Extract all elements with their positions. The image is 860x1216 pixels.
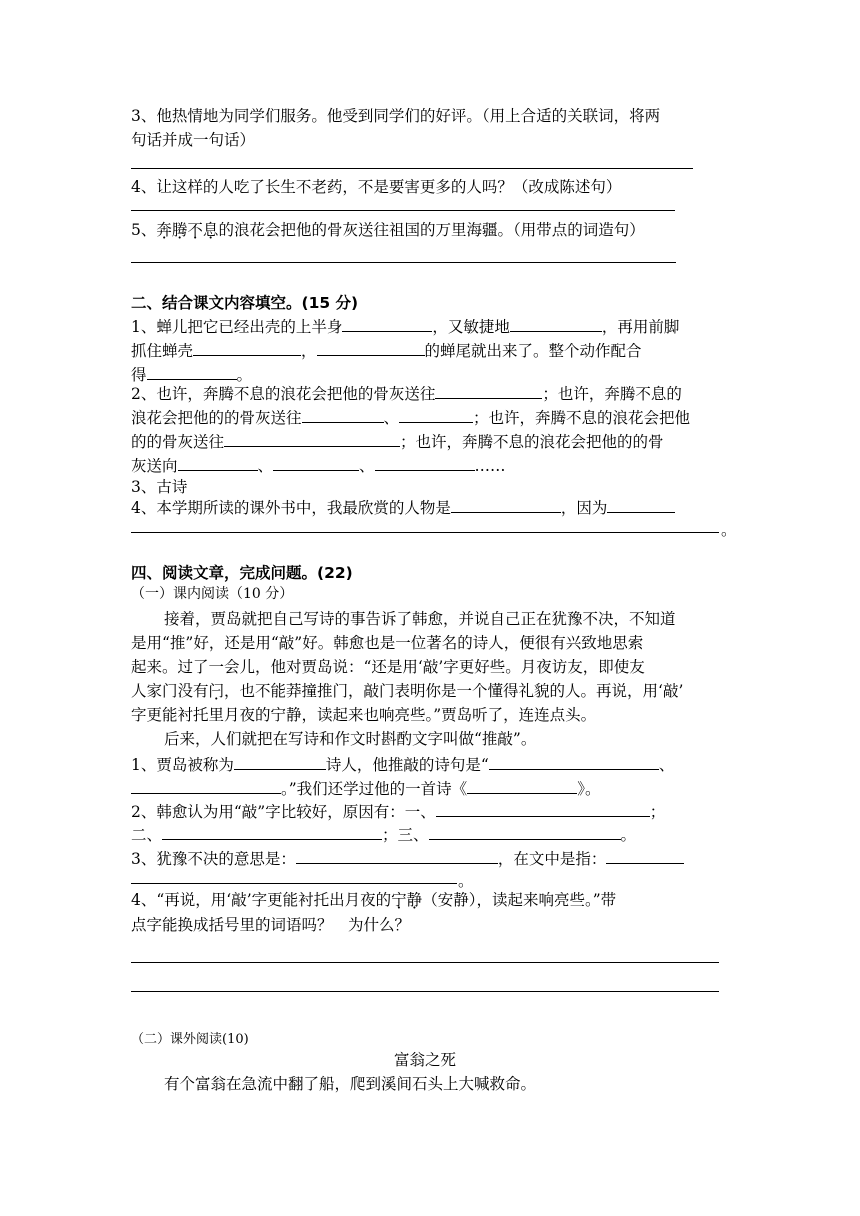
blank[interactable] [317,341,425,356]
s2-q2-line1 [131,382,682,406]
story-line: 有个富翁在急流中翻了船，爬到溪间石头上大喊救命。 [164,1075,537,1093]
answer-line-q4[interactable] [131,210,675,211]
answer-line-s2-q4[interactable] [131,532,719,533]
blank[interactable] [147,365,237,380]
text: ， [301,342,317,360]
text: （安静），读起来响亮些。”带 [422,891,617,909]
subsection-in-class-reading: （一）课内阅读（10 分） [131,586,294,602]
blank[interactable] [302,408,384,423]
r1-line1 [131,753,674,777]
passage-line: 接着，贾岛就把自己写诗的事告诉了韩愈，并说自己正在犹豫不决，不知道 [164,610,676,628]
r2-line2 [131,823,636,847]
passage-line: 后来，人们就把在写诗和作文时斟酌文字叫做“推敲”。 [164,730,537,748]
text: 的蝉尾就出来了。整个动作配合 [424,342,642,360]
text: ；也许，奔腾不息的浪花会把他的的骨 [400,433,664,451]
text: 、 [658,756,675,774]
blank[interactable] [234,755,326,770]
dotted-char: 不 [187,221,203,239]
text: 。”我们还学过他的一首诗《 [281,780,468,798]
blank[interactable] [193,341,301,356]
blank[interactable] [178,456,258,471]
passage-line [131,679,683,703]
r1-line2 [131,777,600,801]
blank[interactable] [489,755,659,770]
text: 浪花会把他的的骨灰送往 [131,409,302,427]
answer-line-q5[interactable] [131,262,676,263]
period: 。 [721,521,737,539]
s2-q2-line3 [131,430,664,454]
passage-line: 字更能衬托里月夜的宁静，读起来也响亮些。”贾岛听了，连连点头。 [131,706,597,724]
s2-q1-line1 [131,315,679,339]
blank[interactable] [510,317,602,332]
blank[interactable] [224,432,400,447]
text: ，因为 [560,499,608,517]
blank[interactable] [399,408,473,423]
blank[interactable] [467,779,577,794]
text: 4、本学期所读的课外书中，我最欣赏的人物是 [131,499,451,517]
text: 、 [359,457,375,475]
text: ，在文中是指： [497,850,607,868]
text: 2、也许，奔腾不息的浪花会把他的骨灰送往 [131,385,436,403]
text: 、 [257,457,274,475]
blank[interactable] [435,384,542,399]
text: ，又敏捷地 [432,318,510,336]
text: ； [649,803,666,821]
passage-line: 是用“推”好，还是用“敲”好。韩愈也是一位著名的诗人，便很有兴致地思索 [131,634,644,652]
passage-line: 起来。过了一会儿，他对贾岛说：“还是用‘敲’字更好些。月夜访友，即使友 [131,658,645,676]
text: ，也不能莽撞推门，敲门表明你是一个懂得礼貌的人。再说，用‘敲’ [224,682,684,700]
text: …… [474,457,506,475]
dotted-char: 腾 [171,221,188,239]
text: 、 [383,409,400,427]
dotted-char: 息 [202,221,219,239]
story-title: 富翁之死 [393,1051,456,1069]
text: 灰送向 [131,457,178,475]
text: 抓住蝉壳 [131,342,194,360]
r2-line1 [131,800,665,824]
q5-text: 的浪花会把他的骨灰送往祖国的万里海疆。（用带点的词造句） [218,221,645,239]
answer-line-r4b[interactable] [131,991,719,992]
text: 1、贾岛被称为 [131,756,234,774]
r3-line1 [131,847,684,871]
blank[interactable] [606,849,684,864]
text: 4、“再说，用‘敲’字更能衬托出月夜的 [131,891,392,909]
blank[interactable] [131,779,281,794]
period: 。 [458,872,474,890]
q3-line2: 句话并成一句话） [131,131,256,149]
blank[interactable] [296,849,498,864]
dotted-char: 奔 [156,221,172,239]
text: ；三、 [382,826,429,844]
answer-line-q3[interactable] [131,168,693,169]
q5-line [131,218,645,242]
text: 2、韩愈认为用“敲”字比较好，原因有：一、 [131,803,436,821]
s2-q1-line2 [131,339,642,363]
answer-line-r4a[interactable] [131,962,719,963]
text: 。 [236,366,253,384]
dotted-char: 闩 [208,682,225,700]
q5-prefix: 5、 [131,221,157,239]
text: 二、 [131,826,163,844]
blank[interactable] [273,456,359,471]
text: ；也许，奔腾不息的 [542,385,682,403]
r4-line1 [131,888,616,912]
s2-q4-line1 [131,496,675,520]
text: 1、蝉儿把它已经出壳的上半身 [131,318,343,336]
text: 》。 [577,780,601,798]
blank[interactable] [607,498,675,513]
section2-heading: 二、结合课文内容填空。(15 分) [131,294,359,312]
answer-line-r3[interactable] [131,883,457,884]
subsection-extracurricular-reading: （二）课外阅读(10) [131,1032,249,1047]
text: 人家门没有 [131,682,209,700]
blank[interactable] [451,498,561,513]
q4-line: 4、让这样的人吃了长生不老药，不是要害更多的人吗？（改成陈述句） [131,178,622,196]
section4-heading: 四、阅读文章，完成问题。(22) [131,564,353,582]
q3-line1: 3、他热情地为同学们服务。他受到同学们的好评。（用上合适的关联词，将两 [131,107,661,125]
dotted-char: 静 [406,891,423,909]
dotted-char: 宁 [391,891,407,909]
blank[interactable] [375,456,475,471]
blank[interactable] [436,802,650,817]
blank[interactable] [342,317,432,332]
text: ，再用前脚 [601,318,680,336]
text: 诗人，他推敲的诗句是“ [325,756,489,774]
blank[interactable] [162,825,382,840]
blank[interactable] [429,825,621,840]
text: ；也许，奔腾不息的浪花会把他 [473,409,691,427]
r4-line2: 点字能换成括号里的词语吗？ 为什么？ [131,916,411,934]
s2-q2-line2 [131,406,690,430]
text: 得 [131,366,147,384]
text: 。 [620,826,637,844]
s2-q3: 3、古诗 [131,478,188,496]
text: 3、犹豫不决的意思是： [131,850,296,868]
text: 的的骨灰送往 [131,433,225,451]
